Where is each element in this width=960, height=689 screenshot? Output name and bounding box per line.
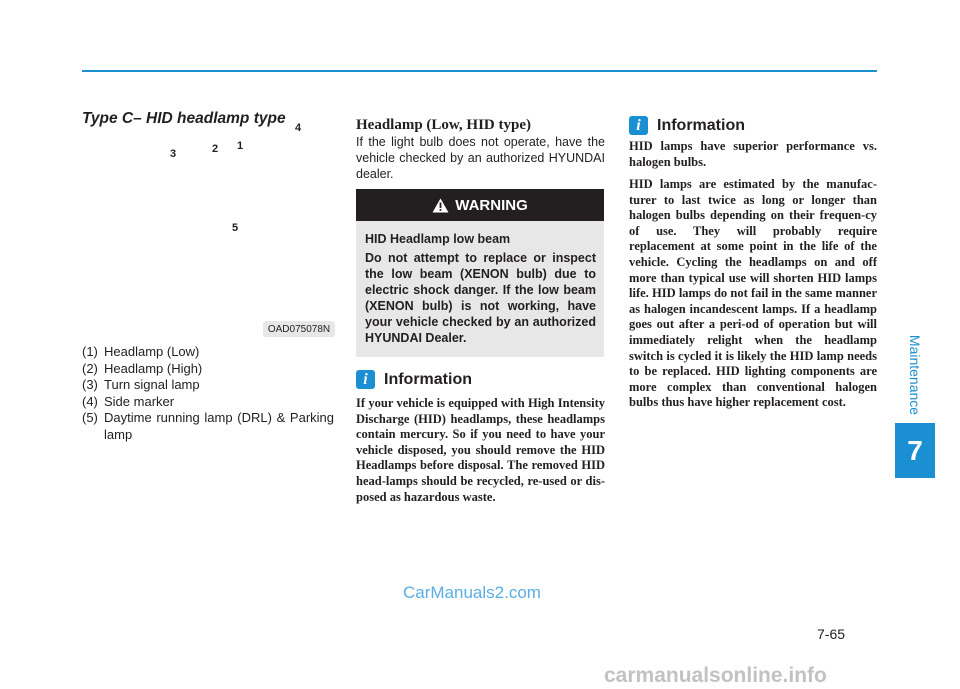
subsection-heading: Headlamp (Low, HID type) <box>356 117 532 133</box>
chapter-number: 7 <box>895 423 935 478</box>
warning-header <box>356 189 604 221</box>
warning-triangle-icon <box>432 198 449 213</box>
warning-subtitle: HID Headlamp low beam <box>365 232 511 246</box>
info-text: HID lamps are estimated by the manufac-turer to last twice as long or longer than halogen bulbs depending on their frequen-cy of use. They will probably require replacement at some point in the life of the vehicle. Cycling the headlamps on and off more than typical use will shorten HID lamps life. HID lamps do not fail in the same manner as halogen incandescent lamps. If a headlamp goes out after a peri-od of operation but will immediately relight when the headlamp switch is cycled it is likely the HID lamp needs to be replaced. HID lighting components are more complex than conventional halogen bulbs thus have higher replacement cost. <box>629 177 877 410</box>
callout-3: 3 <box>170 148 177 160</box>
section-heading: Type C– HID headlamp type <box>82 110 286 127</box>
list-item: (3) Turn signal lamp <box>82 377 200 392</box>
figure-code: OAD075078N <box>263 321 335 337</box>
info-icon: i <box>629 116 648 135</box>
chapter-tab[interactable] <box>895 330 935 478</box>
info-heading <box>356 370 472 389</box>
info-title: Information <box>657 116 745 134</box>
info-title: Information <box>384 370 472 388</box>
callout-5: 5 <box>232 222 239 234</box>
info-text: If your vehicle is equipped with High Intensity Discharge (HID) headlamps, these headlamps contain mercury. So if you need to have your vehicle disposed, you should remove the HID Headlamps before disposal. The removed HID head-lamps should be recycled, re-used or dis-posed as hazardous waste. <box>356 396 605 504</box>
warning-text: Do not attempt to replace or inspect the low beam (XENON bulb) due to electric shock danger. If the low beam (XENON bulb) is not working, have your vehicle checked by an authorized HYUNDAI Dealer. <box>365 251 596 345</box>
warning-box <box>356 189 604 357</box>
warning-title: WARNING <box>455 196 528 214</box>
header-rule <box>82 70 877 72</box>
list-item: (5) Daytime running lamp (DRL) & Parking lamp <box>82 410 334 442</box>
parts-list <box>82 344 334 443</box>
body-paragraph: If the light bulb does not operate, have the vehicle checked by an authorized HYUNDAI dealer. <box>356 135 605 181</box>
callout-2: 2 <box>212 143 219 155</box>
info-icon: i <box>356 370 375 389</box>
info-heading <box>629 116 745 135</box>
chapter-label: Maintenance <box>907 334 924 416</box>
watermark-link[interactable]: CarManuals2.com <box>403 583 541 602</box>
headlamp-figure <box>82 122 337 340</box>
list-item: (4) Side marker <box>82 393 175 409</box>
list-item: (1) Headlamp (Low) <box>82 344 200 359</box>
callout-1: 1 <box>237 140 244 152</box>
callout-4: 4 <box>295 122 302 134</box>
page-number: 7-65 <box>817 626 846 642</box>
list-item: (2) Headlamp (High) <box>82 360 203 376</box>
site-watermark[interactable]: carmanualsonline.info <box>604 664 827 687</box>
info-text: HID lamps have superior performance vs. halogen bulbs. <box>629 139 877 169</box>
